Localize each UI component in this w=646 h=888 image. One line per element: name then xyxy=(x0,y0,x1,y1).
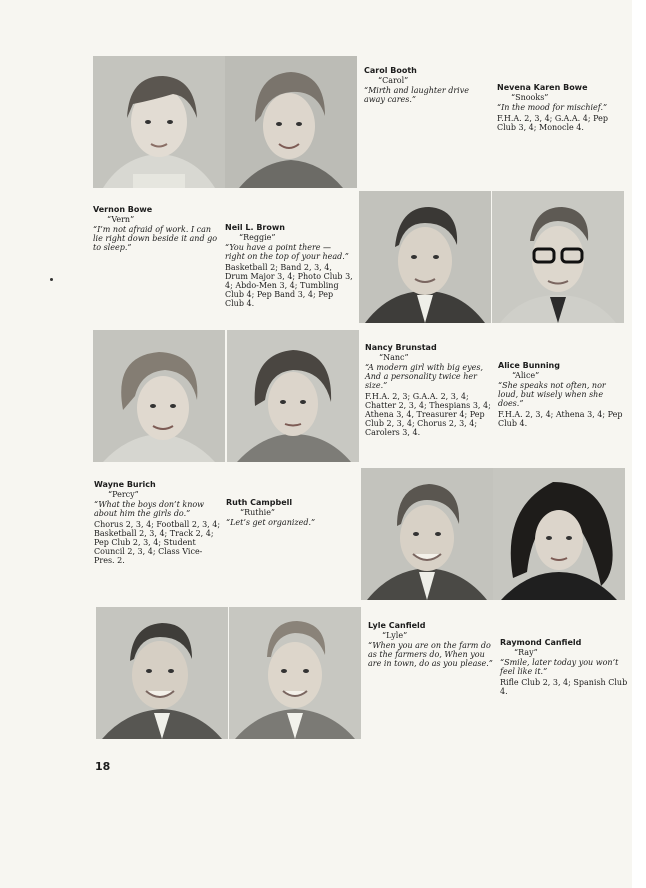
student-name: Nancy Brunstad xyxy=(365,343,437,352)
student-name: Ruth Campbell xyxy=(226,498,293,507)
student-entry xyxy=(368,621,496,670)
student-activities: Basketball 2; Band 2, 3, 4, Drum Major 3, 4; Photo Club 3, 4; Abdo-Men 3, 4; Tumbling Club 4; Pep Band 3, 4; Pep Club 4. xyxy=(225,263,353,308)
student-name: Wayne Burich xyxy=(94,480,156,489)
student-activities: Rifle Club 2, 3, 4; Spanish Club 4. xyxy=(500,678,628,696)
student-nickname: “Vern” xyxy=(107,215,135,224)
student-nickname: “Carol” xyxy=(378,76,409,85)
student-quote: “Smile, later today you won’t feel like it.” xyxy=(500,658,619,676)
student-quote: “What the boys don’t know about him the girls do.” xyxy=(94,500,205,518)
student-quote: “A modern girl with big eyes, And a personality twice her size.” xyxy=(365,363,484,390)
page-number: 18 xyxy=(95,760,111,773)
student-entry xyxy=(94,480,222,565)
student-quote: “You have a point there — right on the top of your head.” xyxy=(225,243,349,261)
student-name: Vernon Bowe xyxy=(93,205,153,214)
student-entry xyxy=(225,223,353,308)
student-entry xyxy=(364,66,484,106)
student-nickname: “Nanc” xyxy=(379,353,409,362)
student-activities: F.H.A. 2, 3; G.A.A. 2, 3, 4; Chatter 2, 3, 4; Thespians 3, 4; Athena 3, 4, Treasurer 4; Pep Club 2, 3, 4; Chorus 2, 3, 4; Carolers 3, 4. xyxy=(365,392,491,437)
student-quote: “When you are on the farm do as the farmers do, When you are in town, do as you please.” xyxy=(368,641,493,668)
student-entry xyxy=(500,638,628,696)
portrait-photo xyxy=(229,607,361,739)
student-quote: “Let’s get organized.” xyxy=(226,518,316,527)
student-quote: “In the mood for mischief.” xyxy=(497,103,608,112)
student-entry xyxy=(498,361,628,428)
student-nickname: “Alice” xyxy=(512,371,540,380)
student-nickname: “Reggie” xyxy=(239,233,276,242)
portrait-photo xyxy=(96,607,228,739)
student-name: Raymond Canfield xyxy=(500,638,582,647)
student-entry xyxy=(497,83,627,132)
student-entry xyxy=(226,498,354,529)
student-activities: F.H.A. 2, 3, 4; G.A.A. 4; Pep Club 3, 4; Monocle 4. xyxy=(497,114,608,132)
student-nickname: “Snooks” xyxy=(511,93,549,102)
portrait-photo xyxy=(359,191,491,323)
student-entry xyxy=(365,343,493,437)
page-edge xyxy=(632,0,646,888)
portrait-photo xyxy=(225,56,357,188)
portrait-photo xyxy=(227,330,359,462)
student-nickname: “Ray” xyxy=(514,648,538,657)
student-nickname: “Percy” xyxy=(108,490,139,499)
student-quote: “Mirth and laughter drive away cares.” xyxy=(364,86,469,104)
student-name: Lyle Canfield xyxy=(368,621,426,630)
portrait-photo xyxy=(493,468,625,600)
student-quote: “She speaks not often, nor loud, but wisely when she does.” xyxy=(498,381,606,408)
student-entry xyxy=(93,205,221,254)
student-nickname: “Lyle” xyxy=(382,631,408,640)
student-name: Nevena Karen Bowe xyxy=(497,83,588,92)
student-activities: F.H.A. 2, 3, 4; Athena 3, 4; Pep Club 4. xyxy=(498,410,623,428)
student-name: Alice Bunning xyxy=(498,361,560,370)
page-speck xyxy=(50,278,53,281)
student-name: Neil L. Brown xyxy=(225,223,285,232)
student-quote: “I’m not afraid of work. I can lie right down beside it and go to sleep.” xyxy=(93,225,218,252)
portrait-photo xyxy=(93,330,225,462)
portrait-photo xyxy=(492,191,624,323)
student-name: Carol Booth xyxy=(364,66,417,75)
portrait-photo xyxy=(361,468,493,600)
portrait-photo xyxy=(93,56,225,188)
student-activities: Chorus 2, 3, 4; Football 2, 3, 4; Basketball 2, 3, 4; Track 2, 4; Pep Club 2, 3, 4; Student Council 2, 3, 4; Class Vice-Pres. 2. xyxy=(94,520,221,565)
student-nickname: “Ruthie” xyxy=(240,508,276,517)
